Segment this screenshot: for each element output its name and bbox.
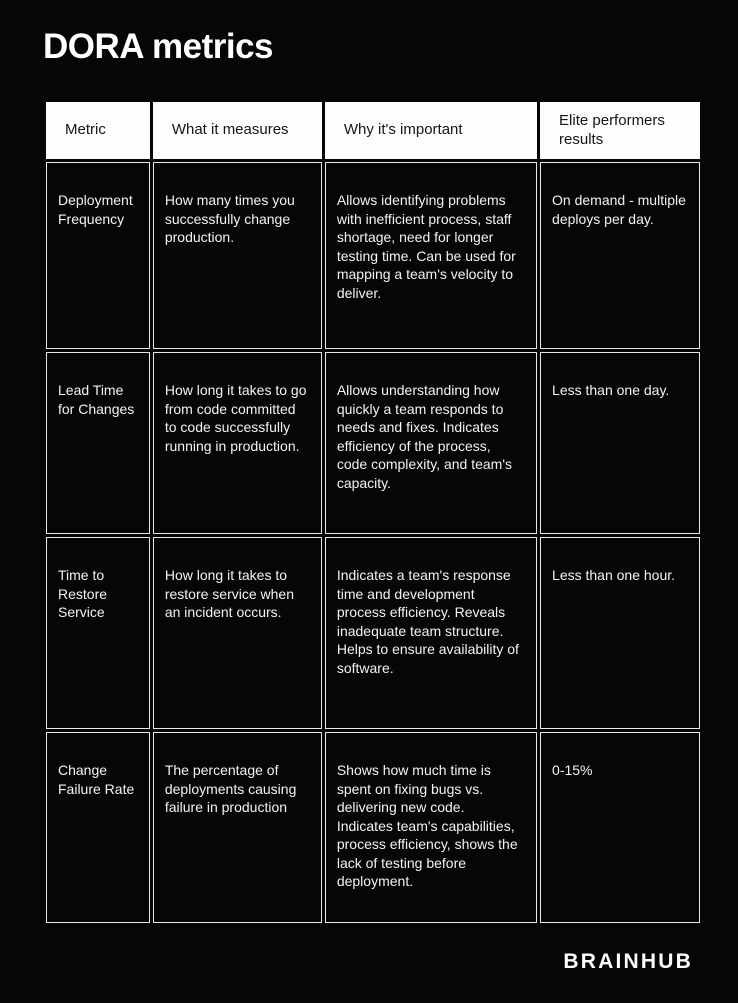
table-header-row: [46, 102, 700, 159]
table-row: [46, 537, 700, 729]
cell-elite-result: Less than one hour.: [540, 537, 700, 729]
cell-metric: Lead Time for Changes: [46, 352, 150, 534]
header-metric: Metric: [46, 102, 150, 159]
header-what-it-measures: What it measures: [153, 102, 322, 159]
table-row: [46, 352, 700, 534]
cell-importance: Allows understanding how quickly a team responds to needs and fixes. Indicates efficiency of the process, code complexity, and team's capacity.: [325, 352, 537, 534]
cell-elite-result: Less than one day.: [540, 352, 700, 534]
brainhub-logo: BRAINHUB: [563, 950, 693, 973]
header-why-important: Why it's important: [325, 102, 537, 159]
cell-measures: How long it takes to go from code committed to code successfully running in production.: [153, 352, 322, 534]
cell-elite-result: 0-15%: [540, 732, 700, 923]
table-row: [46, 162, 700, 349]
cell-importance: Allows identifying problems with inefficient process, staff shortage, need for longer testing time. Can be used for mapping a team's velocity to deliver.: [325, 162, 537, 349]
cell-metric: Change Failure Rate: [46, 732, 150, 923]
cell-measures: How long it takes to restore service when an incident occurs.: [153, 537, 322, 729]
table-row: [46, 732, 700, 923]
page-title: DORA metrics: [43, 27, 273, 66]
cell-importance: Shows how much time is spent on fixing bugs vs. delivering new code. Indicates team's capabilities, process efficiency, shows the lack of testing before deployment.: [325, 732, 537, 923]
cell-measures: The percentage of deployments causing failure in production: [153, 732, 322, 923]
header-elite-results: Elite performers results: [540, 102, 700, 159]
cell-measures: How many times you successfully change production.: [153, 162, 322, 349]
cell-elite-result: On demand - multiple deploys per day.: [540, 162, 700, 349]
dora-metrics-table: [43, 99, 703, 926]
cell-importance: Indicates a team's response time and development process efficiency. Reveals inadequate team structure. Helps to ensure availability of software.: [325, 537, 537, 729]
cell-metric: Deployment Frequency: [46, 162, 150, 349]
cell-metric: Time to Restore Service: [46, 537, 150, 729]
